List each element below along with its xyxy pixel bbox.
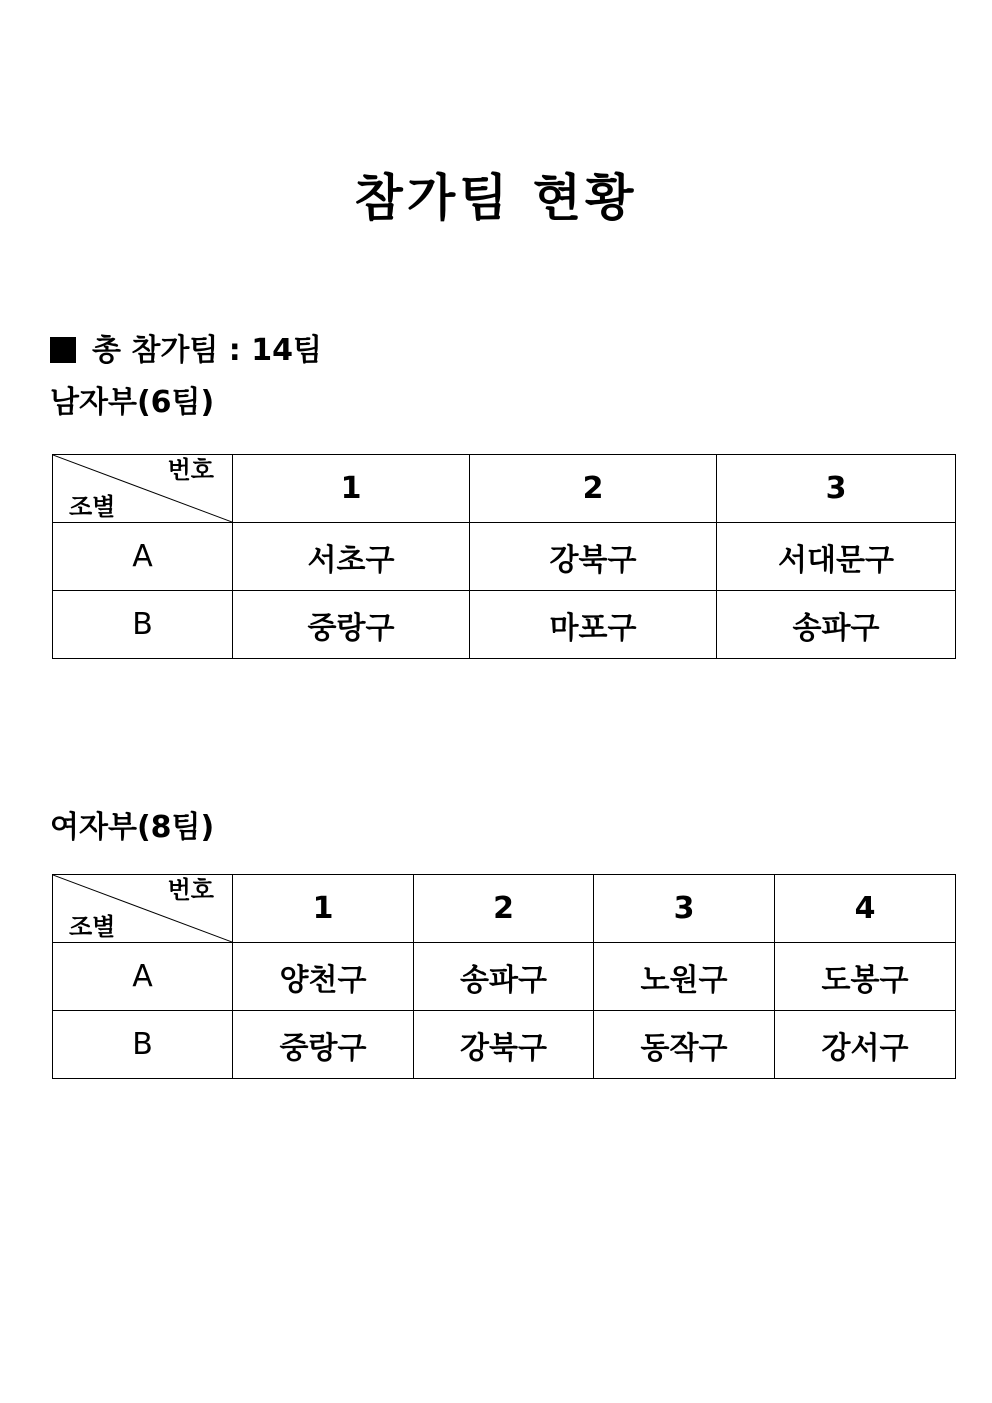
team-cell: 중랑구 [233,1011,414,1079]
team-cell: 도봉구 [775,943,956,1011]
column-number-header: 2 [470,455,717,523]
team-cell: 양천구 [233,943,414,1011]
team-cell: 서대문구 [717,523,956,591]
team-cell: 동작구 [594,1011,775,1079]
group-header-label: 조별 [69,493,116,521]
team-cell: 중랑구 [233,591,470,659]
women-section-heading: 여자부(8팀) [50,810,215,845]
table-header-row [53,455,956,523]
group-header-label: 조별 [69,913,116,941]
column-number-header: 1 [233,875,414,943]
total-teams-label: 총 참가팀 : 14팀 [92,333,322,368]
total-teams-summary [50,331,322,371]
number-header-label: 번호 [167,456,214,484]
column-number-header: 1 [233,455,470,523]
team-cell: 강서구 [775,1011,956,1079]
table-header-row [53,875,956,943]
column-number-header: 3 [594,875,775,943]
team-cell: 마포구 [470,591,717,659]
group-label-cell: B [53,1011,233,1079]
team-cell: 서초구 [233,523,470,591]
table-row [53,943,956,1011]
team-cell: 송파구 [414,943,594,1011]
column-number-header: 2 [414,875,594,943]
column-number-header: 4 [775,875,956,943]
corner-header-cell [53,875,233,943]
women-team-table [52,874,956,1079]
men-team-table [52,454,956,659]
group-label-cell: A [53,943,233,1011]
team-cell: 강북구 [414,1011,594,1079]
column-number-header: 3 [717,455,956,523]
corner-header-cell [53,455,233,523]
team-cell: 노원구 [594,943,775,1011]
group-label-cell: B [53,591,233,659]
team-cell: 강북구 [470,523,717,591]
group-label-cell: A [53,523,233,591]
men-section-heading: 남자부(6팀) [50,385,215,420]
table-row [53,1011,956,1079]
table-row [53,523,956,591]
number-header-label: 번호 [167,876,214,904]
bullet-square-icon [50,337,76,363]
table-row [53,591,956,659]
document-title: 참가팀 현황 [354,169,638,227]
team-cell: 송파구 [717,591,956,659]
